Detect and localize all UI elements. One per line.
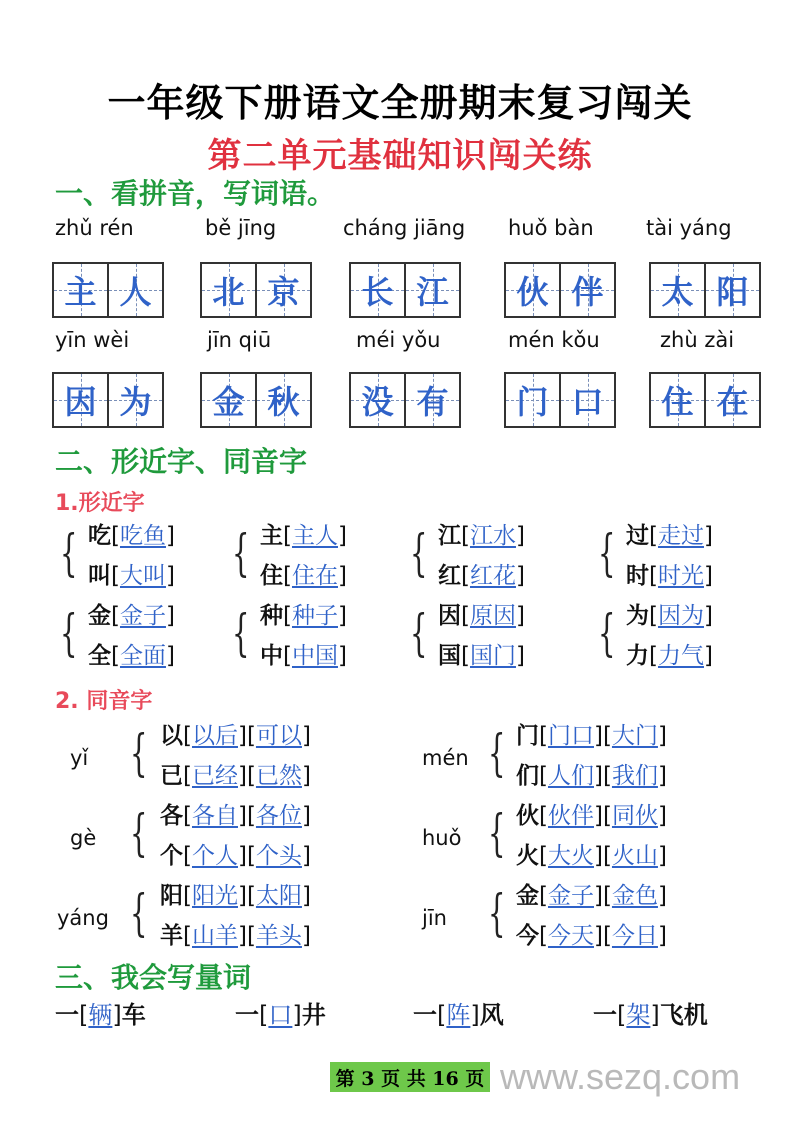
similar-char-line [88,600,175,632]
bracket-close: ] [593,843,603,869]
character: 伴 [571,273,604,311]
brace-icon: { [232,524,250,582]
character: 主 [64,273,97,311]
bracket-open: [ [246,843,256,869]
answer-word: 大门 [611,723,658,749]
bracket-open: [ [539,803,548,829]
noun: 风 [479,1001,504,1029]
character-box [504,372,616,428]
brace-icon: { [488,804,506,862]
similar-char-line [626,560,713,592]
answer-word: 主人 [291,523,338,549]
bracket-open: [ [246,763,256,789]
measure-word-item [55,999,146,1031]
character: 口 [571,383,604,421]
bracket-close: ] [703,563,713,589]
bracket-open: [ [183,923,192,949]
pinyin: méi yǒu [356,328,441,352]
bracket-open: [ [461,523,470,549]
answer-word: 口 [268,1001,293,1029]
bracket-open: [ [111,523,120,549]
answer-word: 阵 [446,1001,471,1029]
bracket-close: ] [657,883,667,909]
bracket-close: ] [337,643,347,669]
bracket-close: ] [112,1001,122,1029]
answer-word: 国门 [469,643,516,669]
bracket-close: ] [301,723,311,749]
char: 江 [438,523,461,549]
homophones-heading: 2. 同音字 [55,689,153,714]
character-box [504,262,616,318]
character: 住 [661,383,694,421]
bracket-close: ] [650,1001,660,1029]
homophone-pinyin: yáng [57,906,109,930]
char: 力 [626,643,649,669]
character-box [200,262,312,318]
character: 有 [416,383,449,421]
bracket-open: [ [602,803,612,829]
noun: 飞机 [659,1001,708,1029]
bracket-close: ] [237,723,247,749]
character: 人 [119,273,152,311]
answer-word: 太阳 [255,883,302,909]
homophone-pinyin: jīn [422,906,447,930]
brace-icon: { [130,804,148,862]
char: 中 [260,643,283,669]
answer-word: 金色 [611,883,658,909]
bracket-close: ] [593,923,603,949]
bracket-open: [ [79,1001,89,1029]
character: 因 [64,383,97,421]
bracket-open: [ [246,883,256,909]
answer-word: 可以 [255,723,302,749]
homophone-line [160,880,311,912]
bracket-open: [ [649,603,658,629]
similar-char-line [438,640,525,672]
bracket-open: [ [111,563,120,589]
prefix: 一 [593,1001,617,1029]
bracket-close: ] [657,923,667,949]
answer-word: 羊头 [255,923,302,949]
bracket-close: ] [237,763,247,789]
similar-char-line [438,560,525,592]
brace-icon: { [410,604,428,662]
bracket-open: [ [649,643,658,669]
character: 没 [361,383,394,421]
char: 为 [626,603,649,629]
bracket-close: ] [165,603,175,629]
char: 过 [626,523,649,549]
page-title: 一年级下册语文全册期末复习闯关 [107,81,693,125]
brace-icon: { [598,524,616,582]
char: 叫 [88,563,111,589]
bracket-close: ] [657,723,667,749]
answer-word: 住在 [291,563,338,589]
char: 个 [160,843,183,869]
pinyin: zhǔ rén [55,216,134,240]
bracket-open: [ [259,1001,269,1029]
noun: 井 [301,1001,326,1029]
bracket-close: ] [292,1001,302,1029]
answer-word: 个人 [191,843,238,869]
bracket-close: ] [593,803,603,829]
bracket-close: ] [337,603,347,629]
answer-word: 中国 [291,643,338,669]
homophone-line [516,920,667,952]
bracket-open: [ [437,1001,447,1029]
brace-icon: { [488,724,506,782]
bracket-open: [ [649,563,658,589]
bracket-open: [ [617,1001,627,1029]
brace-icon: { [410,524,428,582]
bracket-close: ] [301,843,311,869]
answer-word: 各自 [191,803,238,829]
section1-heading: 一、看拼音，写词语。 [55,177,336,210]
char: 国 [438,643,461,669]
character: 京 [267,273,300,311]
char: 今 [516,923,539,949]
answer-word: 大叫 [119,563,166,589]
homophone-pinyin: gè [70,826,97,850]
homophone-pinyin: huǒ [422,826,462,850]
answer-word: 已然 [255,763,302,789]
bracket-close: ] [337,563,347,589]
homophone-pinyin: mén [422,746,469,770]
answer-word: 因为 [657,603,704,629]
similar-char-line [626,520,713,552]
pinyin: zhù zài [660,328,735,352]
answer-word: 架 [626,1001,651,1029]
similar-char-line [260,520,347,552]
char: 阳 [160,883,183,909]
bracket-open: [ [602,763,612,789]
noun: 车 [121,1001,146,1029]
answer-word: 吃鱼 [119,523,166,549]
answer-word: 辆 [88,1001,113,1029]
homophone-line [516,720,667,752]
homophone-line [516,880,667,912]
bracket-close: ] [165,523,175,549]
character: 在 [716,383,749,421]
pinyin: cháng jiāng [343,216,466,240]
brace-icon: { [598,604,616,662]
answer-word: 以后 [191,723,238,749]
similar-char-line [88,640,175,672]
homophone-line [160,720,311,752]
similar-char-line [88,520,175,552]
character-box [349,372,461,428]
char: 因 [438,603,461,629]
bracket-open: [ [283,643,292,669]
bracket-close: ] [301,763,311,789]
bracket-open: [ [602,923,612,949]
character: 伙 [516,273,549,311]
bracket-open: [ [602,723,612,749]
char: 全 [88,643,111,669]
similar-char-line [260,640,347,672]
bracket-open: [ [183,723,192,749]
answer-word: 种子 [291,603,338,629]
answer-word: 今天 [547,923,594,949]
char: 以 [160,723,183,749]
bracket-close: ] [237,803,247,829]
brace-icon: { [130,724,148,782]
pinyin: jīn qiū [207,328,272,352]
bracket-open: [ [246,803,256,829]
section3-heading: 三、我会写量词 [55,961,252,994]
bracket-close: ] [165,563,175,589]
pinyin: bě jīng [205,216,277,240]
measure-word-item [593,999,708,1031]
similar-char-line [260,560,347,592]
bracket-open: [ [246,923,256,949]
answer-word: 伙伴 [547,803,594,829]
similar-char-line [626,640,713,672]
writing-boxes-row-2 [0,372,800,430]
bracket-open: [ [602,883,612,909]
character-box [349,262,461,318]
bracket-close: ] [657,803,667,829]
char: 种 [260,603,283,629]
answer-word: 原因 [469,603,516,629]
watermark: www.sezq.com [500,1056,741,1097]
character-box [52,372,164,428]
answer-word: 我们 [611,763,658,789]
pinyin-row-1 [0,216,800,242]
answer-word: 火山 [611,843,658,869]
bracket-close: ] [237,923,247,949]
bracket-open: [ [539,763,548,789]
bracket-open: [ [539,723,548,749]
bracket-close: ] [337,523,347,549]
bracket-close: ] [301,923,311,949]
answer-word: 人们 [547,763,594,789]
answer-word: 时光 [657,563,704,589]
bracket-open: [ [539,883,548,909]
char: 伙 [516,803,539,829]
prefix: 一 [413,1001,437,1029]
answer-word: 力气 [657,643,704,669]
bracket-close: ] [470,1001,480,1029]
writing-boxes-row-1 [0,262,800,320]
page-number-badge: 第 3 页 共 16 页 [330,1062,490,1092]
character: 阳 [716,273,749,311]
character: 太 [661,273,694,311]
char: 主 [260,523,283,549]
pinyin-row-2 [0,328,800,354]
bracket-close: ] [593,763,603,789]
bracket-open: [ [111,603,120,629]
answer-word: 山羊 [191,923,238,949]
brace-icon: { [60,524,78,582]
character: 秋 [267,383,300,421]
bracket-open: [ [649,523,658,549]
bracket-open: [ [602,843,612,869]
character: 北 [212,273,245,311]
character: 江 [416,273,449,311]
answer-word: 全面 [119,643,166,669]
character: 金 [212,383,245,421]
similar-char-line [438,600,525,632]
homophone-line [160,840,311,872]
char: 羊 [160,923,183,949]
bracket-open: [ [183,843,192,869]
character-box [649,262,761,318]
char: 住 [260,563,283,589]
answer-word: 红花 [469,563,516,589]
homophone-line [160,920,311,952]
bracket-close: ] [657,763,667,789]
homophone-line [160,760,311,792]
pinyin: mén kǒu [508,328,600,352]
bracket-close: ] [593,723,603,749]
answer-word: 金子 [547,883,594,909]
bracket-close: ] [657,843,667,869]
homophone-pinyin: yǐ [70,746,89,770]
bracket-close: ] [593,883,603,909]
answer-word: 同伙 [611,803,658,829]
bracket-open: [ [283,603,292,629]
homophone-line [516,760,667,792]
measure-word-item [235,999,326,1031]
bracket-open: [ [539,843,548,869]
prefix: 一 [55,1001,79,1029]
homophone-line [516,800,667,832]
bracket-open: [ [283,563,292,589]
character-box [52,262,164,318]
bracket-close: ] [515,523,525,549]
homophone-line [516,840,667,872]
prefix: 一 [235,1001,259,1029]
similar-char-line [626,600,713,632]
similar-chars-heading: 1.形近字 [55,491,145,516]
answer-word: 个头 [255,843,302,869]
answer-word: 江水 [469,523,516,549]
bracket-close: ] [237,843,247,869]
answer-word: 已经 [191,763,238,789]
bracket-close: ] [515,563,525,589]
character: 长 [361,273,394,311]
bracket-open: [ [461,603,470,629]
similar-char-line [438,520,525,552]
bracket-open: [ [183,763,192,789]
bracket-open: [ [183,883,192,909]
char: 已 [160,763,183,789]
section2-heading: 二、形近字、同音字 [55,445,308,478]
bracket-open: [ [111,643,120,669]
bracket-open: [ [461,643,470,669]
bracket-close: ] [237,883,247,909]
brace-icon: { [232,604,250,662]
answer-word: 阳光 [191,883,238,909]
pinyin: huǒ bàn [508,216,594,240]
char: 时 [626,563,649,589]
similar-char-line [260,600,347,632]
pinyin: yīn wèi [55,328,130,352]
bracket-close: ] [703,523,713,549]
answer-word: 大火 [547,843,594,869]
answer-word: 各位 [255,803,302,829]
homophone-line [160,800,311,832]
character-box [649,372,761,428]
char: 门 [516,723,539,749]
bracket-close: ] [165,643,175,669]
brace-icon: { [130,884,148,942]
answer-word: 金子 [119,603,166,629]
bracket-open: [ [539,923,548,949]
character: 门 [516,383,549,421]
char: 金 [88,603,111,629]
answer-word: 门口 [547,723,594,749]
bracket-close: ] [301,803,311,829]
bracket-close: ] [515,603,525,629]
char: 金 [516,883,539,909]
brace-icon: { [60,604,78,662]
page-subtitle: 第二单元基础知识闯关练 [207,136,593,176]
char: 火 [516,843,539,869]
bracket-open: [ [183,803,192,829]
answer-word: 今日 [611,923,658,949]
bracket-close: ] [703,603,713,629]
bracket-close: ] [301,883,311,909]
char: 们 [516,763,539,789]
answer-word: 走过 [657,523,704,549]
char: 吃 [88,523,111,549]
bracket-close: ] [703,643,713,669]
bracket-open: [ [283,523,292,549]
char: 各 [160,803,183,829]
bracket-close: ] [515,643,525,669]
similar-char-line [88,560,175,592]
bracket-open: [ [246,723,256,749]
character: 为 [119,383,152,421]
brace-icon: { [488,884,506,942]
char: 红 [438,563,461,589]
measure-word-item [413,999,504,1031]
character-box [200,372,312,428]
pinyin: tài yáng [646,216,732,240]
bracket-open: [ [461,563,470,589]
